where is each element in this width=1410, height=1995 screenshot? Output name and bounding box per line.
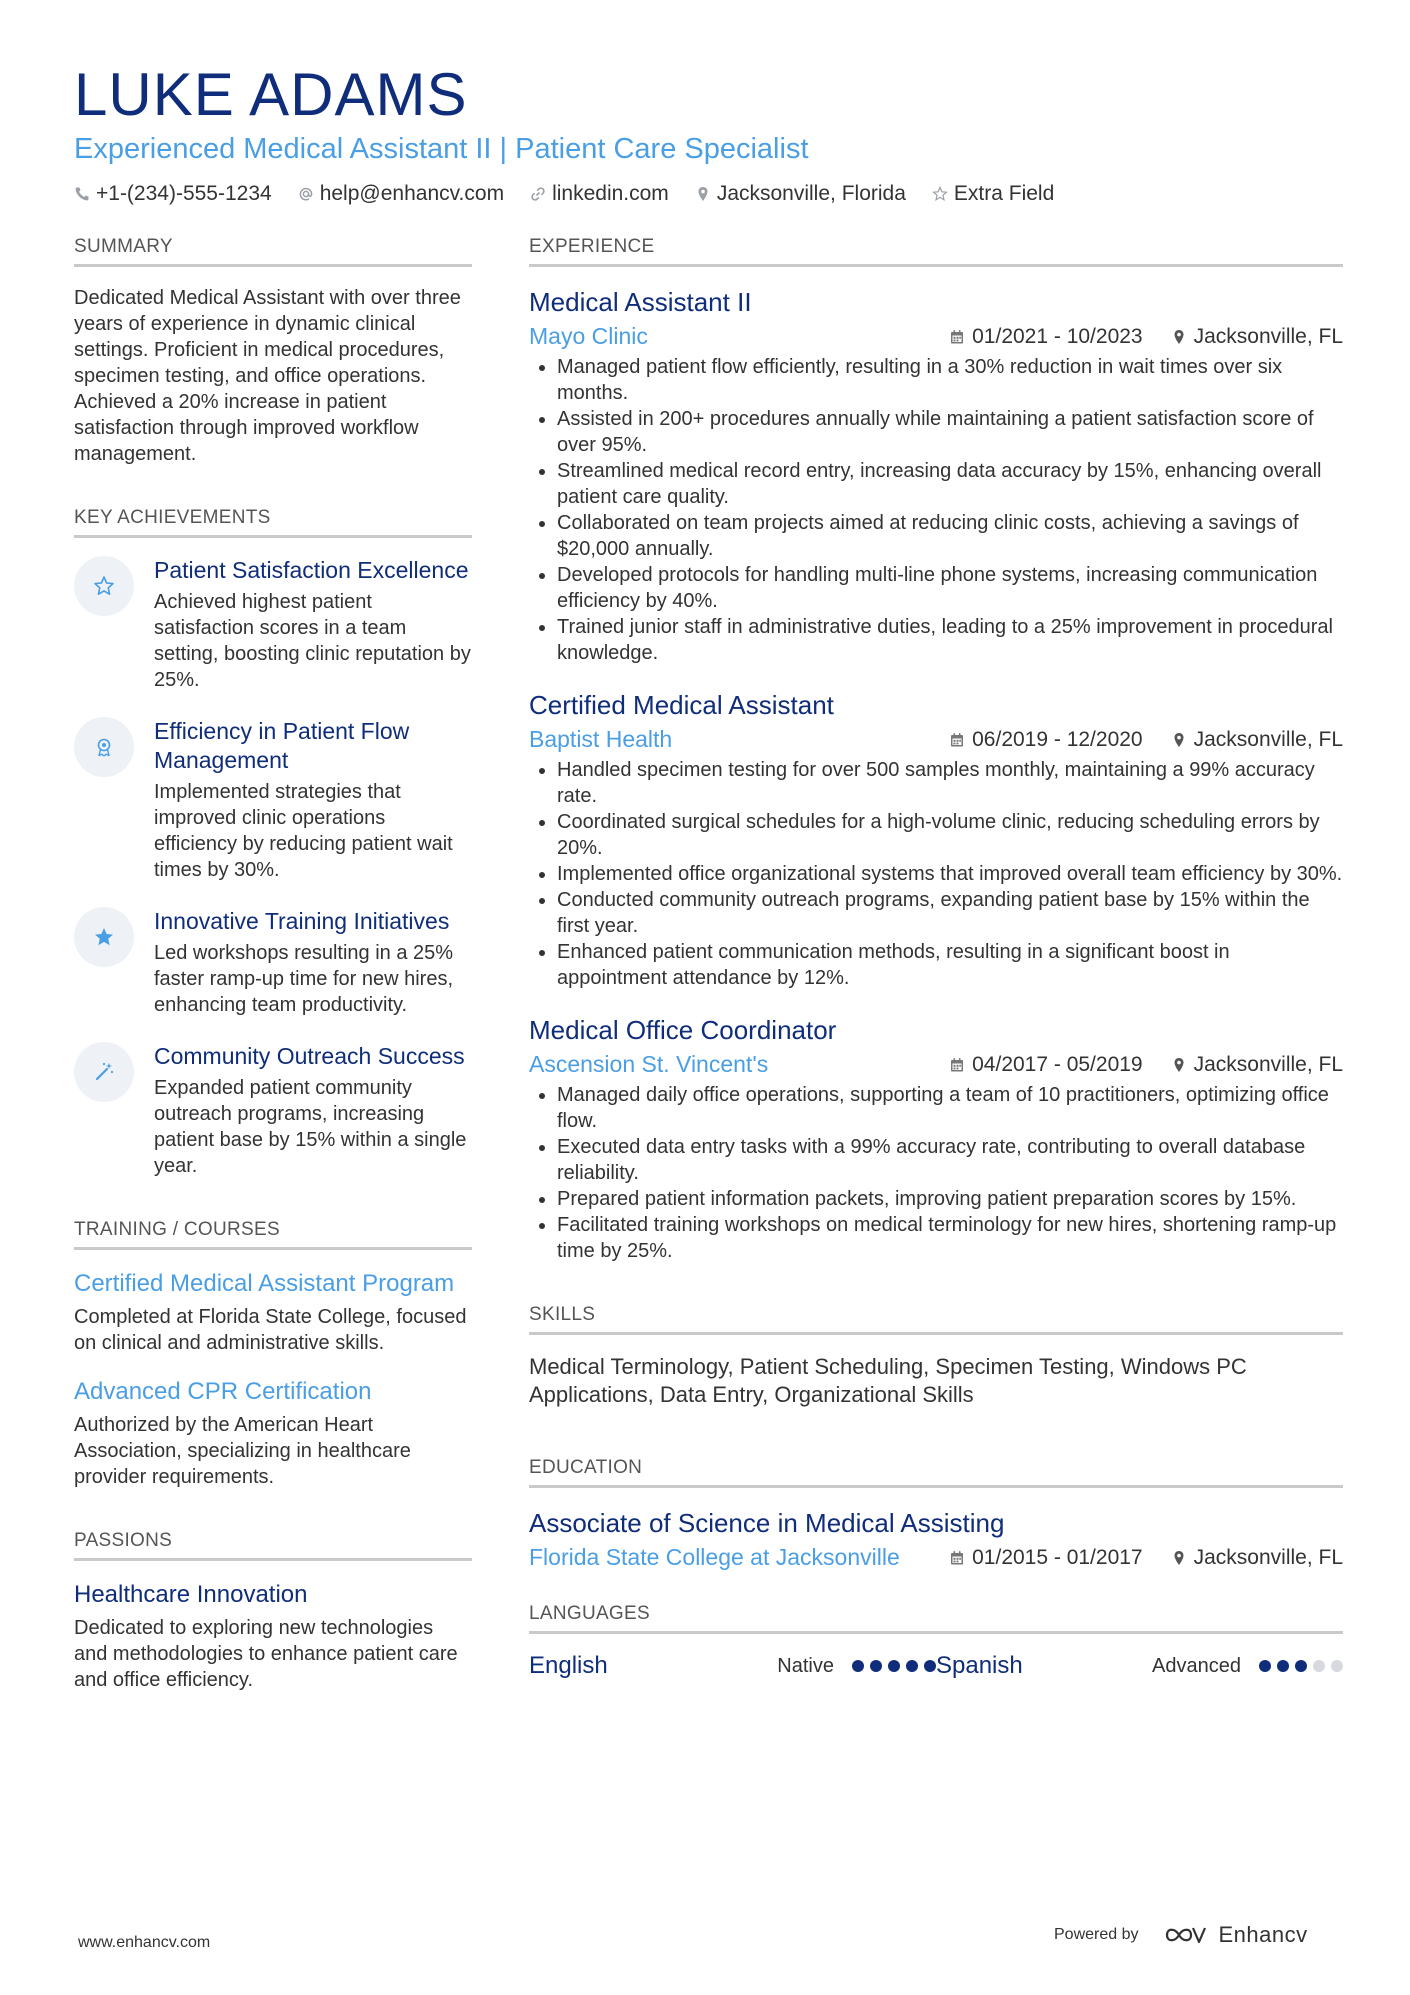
job-title: Certified Medical Assistant [529, 690, 834, 720]
job-bullet: Enhanced patient communication methods, resulting in a significant boost in appointment attendance by 12%. [529, 939, 1343, 991]
job-bullet: Assisted in 200+ procedures annually while maintaining a patient satisfaction score of over 95%. [529, 406, 1343, 458]
star-icon [932, 186, 948, 202]
job-dates: 06/2019 - 12/2020 [972, 727, 1143, 751]
rating-dot [1277, 1660, 1289, 1672]
left-column [74, 236, 472, 1693]
achievement-desc: Implemented strategies that improved clinic operations efficiency by reducing patient wait times by 30%. [154, 781, 453, 881]
location-icon [1171, 1057, 1187, 1073]
rating-dot [1295, 1660, 1307, 1672]
footer-branding [1054, 1922, 1308, 1948]
training-heading: TRAINING / COURSES [74, 1219, 472, 1250]
job-location: Jacksonville, FL [1193, 727, 1343, 751]
language-name: Spanish [936, 1652, 1023, 1679]
brand-name: Enhancv [1218, 1922, 1308, 1947]
language-rating [1259, 1660, 1343, 1672]
achievement-item [74, 717, 472, 883]
job-location: Jacksonville, FL [1193, 1052, 1343, 1076]
magic-wand-icon [92, 1060, 116, 1084]
job-entry [529, 1013, 1343, 1264]
achievement-title: Community Outreach Success [154, 1043, 465, 1069]
job-bullet: Implemented office organizational systems that improved overall team efficiency by 30%. [529, 861, 1343, 887]
education-location: Jacksonville, FL [1193, 1545, 1343, 1569]
right-column [529, 236, 1343, 1680]
contact-linkedin-text: linkedin.com [552, 182, 669, 205]
passion-title: Healthcare Innovation [74, 1581, 308, 1608]
job-entry [529, 688, 1343, 991]
job-bullet: Developed protocols for handling multi-line phone systems, increasing communication efficiency by 40%. [529, 562, 1343, 614]
at-icon [298, 186, 314, 202]
language-rating [852, 1660, 936, 1672]
job-bullet: Handled specimen testing for over 500 samples monthly, maintaining a 99% accuracy rate. [529, 757, 1343, 809]
location-icon [1171, 1550, 1187, 1566]
rating-dot [888, 1660, 900, 1672]
course-item [74, 1268, 472, 1356]
rating-dot [906, 1660, 918, 1672]
job-title: Medical Office Coordinator [529, 1015, 837, 1045]
job-bullet: Collaborated on team projects aimed at reducing clinic costs, achieving a savings of $20,000 annually. [529, 510, 1343, 562]
rating-dot [1331, 1660, 1343, 1672]
link-icon [530, 186, 546, 202]
contact-email-text: help@enhancv.com [319, 182, 505, 205]
calendar-icon [949, 1057, 965, 1073]
calendar-icon [949, 732, 965, 748]
job-company: Baptist Health [529, 726, 673, 752]
calendar-icon [949, 1550, 965, 1566]
job-dates: 04/2017 - 05/2019 [972, 1052, 1143, 1076]
contact-location [695, 182, 906, 206]
contact-bar [74, 182, 1344, 206]
brand-logo[interactable] [1163, 1922, 1308, 1948]
languages-heading: LANGUAGES [529, 1603, 1343, 1634]
job-bullet: Trained junior staff in administrative duties, leading to a 25% improvement in procedural knowledge. [529, 614, 1343, 666]
skills-heading: SKILLS [529, 1304, 1343, 1335]
job-bullet: Facilitated training workshops on medical terminology for new hires, shortening ramp-up time by 25%. [529, 1212, 1343, 1264]
job-company: Ascension St. Vincent's [529, 1051, 769, 1077]
job-location: Jacksonville, FL [1193, 324, 1343, 348]
education-school: Florida State College at Jacksonville [529, 1544, 900, 1570]
achievement-desc: Led workshops resulting in a 25% faster ramp-up time for new hires, enhancing team productivity. [154, 942, 454, 1016]
achievement-title: Innovative Training Initiatives [154, 908, 450, 934]
achievement-desc: Achieved highest patient satisfaction scores in a team setting, boosting clinic reputation by 25%. [154, 591, 471, 691]
summary-text: Dedicated Medical Assistant with over three years of experience in dynamic clinical settings. Proficient in medical procedures, specimen testing, and office operations. Achieved a 20% increase in patient satisfaction through improved workflow management. [74, 287, 461, 465]
star-filled-icon [92, 925, 116, 949]
languages-list [529, 1652, 1343, 1680]
achievement-title: Patient Satisfaction Excellence [154, 557, 469, 583]
language-item [936, 1652, 1343, 1680]
header [74, 60, 1344, 206]
contact-extra [932, 182, 1054, 206]
job-bullet: Conducted community outreach programs, expanding patient base by 15% within the first year. [529, 887, 1343, 939]
rating-dot [852, 1660, 864, 1672]
achievement-item [74, 556, 472, 693]
language-level: Advanced [1152, 1654, 1241, 1677]
achievement-item [74, 1042, 472, 1179]
achievement-desc: Expanded patient community outreach programs, increasing patient base by 15% within a single year. [154, 1077, 467, 1177]
education-dates: 01/2015 - 01/2017 [972, 1545, 1143, 1569]
job-dates: 01/2021 - 10/2023 [972, 324, 1143, 348]
passion-desc: Dedicated to exploring new technologies and methodologies to enhance patient care and office efficiency. [74, 1617, 458, 1691]
course-title: Advanced CPR Certification [74, 1378, 372, 1405]
job-company: Mayo Clinic [529, 323, 648, 349]
candidate-tagline: Experienced Medical Assistant II | Patient Care Specialist [74, 133, 809, 165]
job-bullet: Executed data entry tasks with a 99% accuracy rate, contributing to overall database reliability. [529, 1134, 1343, 1186]
education-degree: Associate of Science in Medical Assisting [529, 1508, 1005, 1538]
phone-icon [74, 186, 90, 202]
language-level: Native [777, 1654, 834, 1677]
location-icon [1171, 732, 1187, 748]
powered-by-label: Powered by [1054, 1926, 1139, 1943]
contact-location-text: Jacksonville, Florida [716, 182, 906, 205]
course-title: Certified Medical Assistant Program [74, 1270, 455, 1297]
education-heading: EDUCATION [529, 1457, 1343, 1488]
rating-dot [870, 1660, 882, 1672]
course-item [74, 1376, 472, 1490]
job-bullet: Prepared patient information packets, improving patient preparation scores by 15%. [529, 1186, 1343, 1212]
rating-dot [1259, 1660, 1271, 1672]
language-name: English [529, 1652, 608, 1679]
rating-dot [924, 1660, 936, 1672]
job-title: Medical Assistant II [529, 287, 752, 317]
location-icon [695, 186, 711, 202]
passions-heading: PASSIONS [74, 1530, 472, 1561]
job-entry [529, 285, 1343, 666]
candidate-name: LUKE ADAMS [74, 61, 468, 128]
enhancv-logo-icon [1163, 1923, 1209, 1947]
summary-heading: SUMMARY [74, 236, 472, 267]
achievement-title: Efficiency in Patient Flow Management [154, 718, 410, 773]
contact-phone[interactable] [74, 182, 272, 206]
contact-email[interactable] [298, 182, 504, 206]
job-bullet: Managed patient flow efficiently, resulting in a 30% reduction in wait times over six months. [529, 354, 1343, 406]
achievement-item [74, 907, 472, 1018]
job-bullet: Managed daily office operations, supporting a team of 10 practitioners, optimizing office flow. [529, 1082, 1343, 1134]
job-bullets [529, 354, 1343, 666]
job-bullet: Streamlined medical record entry, increasing data accuracy by 15%, enhancing overall patient care quality. [529, 458, 1343, 510]
language-item [529, 1652, 936, 1680]
contact-extra-text: Extra Field [953, 182, 1055, 205]
achievements-heading: KEY ACHIEVEMENTS [74, 507, 472, 538]
location-icon [1171, 329, 1187, 345]
job-bullets [529, 757, 1343, 991]
contact-phone-text: +1-(234)-555-1234 [96, 182, 272, 205]
experience-heading: EXPERIENCE [529, 236, 1343, 267]
contact-linkedin[interactable] [530, 182, 669, 206]
rating-dot [1313, 1660, 1325, 1672]
course-desc: Completed at Florida State College, focused on clinical and administrative skills. [74, 1306, 467, 1354]
course-desc: Authorized by the American Heart Association, specializing in healthcare provider requirements. [74, 1414, 411, 1488]
star-outline-icon [92, 574, 116, 598]
footer-website[interactable]: www.enhancv.com [78, 1934, 211, 1951]
calendar-icon [949, 329, 965, 345]
job-bullet: Coordinated surgical schedules for a high-volume clinic, reducing scheduling errors by 20%. [529, 809, 1343, 861]
job-bullets [529, 1082, 1343, 1264]
skills-text: Medical Terminology, Patient Scheduling, Specimen Testing, Windows PC Applications, Data Entry, Organizational Skills [529, 1354, 1247, 1407]
award-icon [92, 735, 116, 759]
